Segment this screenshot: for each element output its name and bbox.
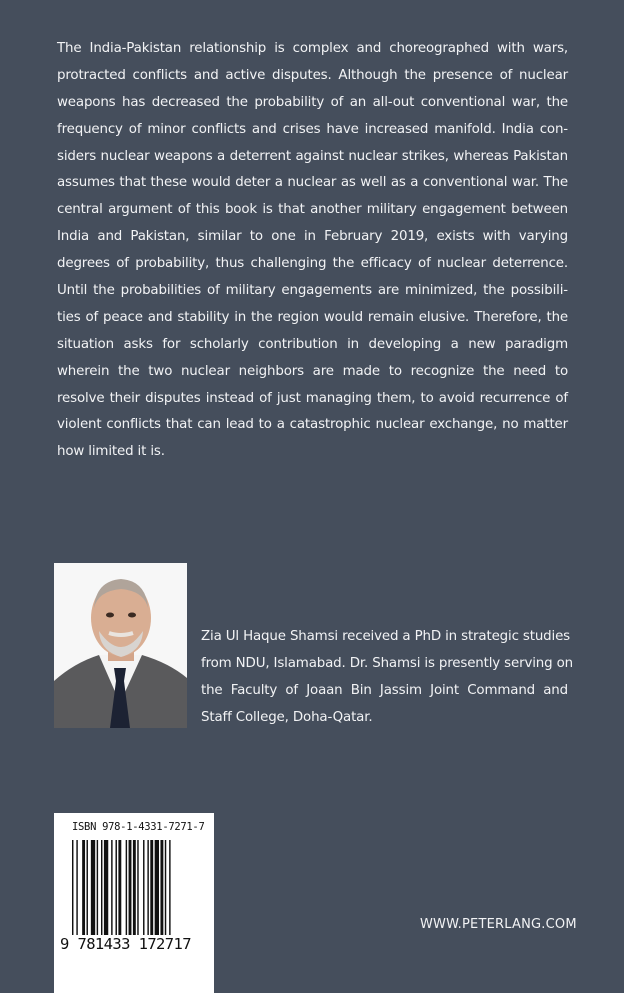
description-line: central argument of this book is that another military engagement between: [57, 202, 568, 218]
barcode-bar: [104, 840, 108, 948]
barcode-bar: [150, 840, 153, 948]
barcode-bar: [111, 840, 112, 948]
barcode-bar: [116, 840, 117, 948]
isbn-label: ISBN 978-1-4331-7271-7: [72, 821, 205, 833]
barcode-digits: 9 781433 172717: [60, 935, 191, 953]
barcode-bar: [160, 840, 163, 948]
barcode-bar: [82, 840, 85, 948]
barcode-bar: [118, 840, 121, 948]
barcode-bar: [101, 840, 102, 948]
barcode-bar: [147, 840, 148, 948]
barcode-bar: [76, 840, 77, 948]
barcode-bar: [155, 840, 159, 948]
author-bio: [201, 624, 573, 732]
description-line: situation asks for scholarly contribution in developing a new paradigm: [57, 336, 568, 352]
description-line: assumes that these would deter a nuclear as well as a conventional war. The: [57, 175, 568, 191]
barcode-bar: [169, 840, 170, 948]
barcode-bar: [72, 840, 73, 948]
author-photo: [54, 563, 187, 728]
description-line: how limited it is.: [57, 444, 165, 460]
description-line: ties of peace and stability in the region would remain elusive. Therefore, the: [57, 309, 568, 325]
bio-line: the Faculty of Joaan Bin Jassim Joint Command and: [201, 682, 568, 698]
description-line: resolve their disputes instead of just managing them, to avoid recurrence of: [57, 390, 568, 406]
barcode-bar: [97, 840, 98, 948]
barcode-bar: [126, 840, 127, 948]
description-line: The India-Pakistan relationship is complex and choreographed with wars,: [57, 41, 568, 56]
description-line: weapons has decreased the probability of an all-out conventional war, the: [57, 94, 568, 110]
barcode-bars: [72, 840, 207, 948]
bio-line: from NDU, Islamabad. Dr. Shamsi is presently serving on: [201, 655, 573, 671]
publisher-url[interactable]: WWW.PETERLANG.COM: [420, 917, 577, 932]
description-line: degrees of probability, thus challenging the efficacy of nuclear deterrence.: [57, 256, 568, 272]
bio-line: Zia Ul Haque Shamsi received a PhD in strategic studies: [201, 629, 570, 644]
barcode-bar: [133, 840, 136, 948]
barcode-bar: [91, 840, 95, 948]
description-line: Until the probabilities of military engagements are minimized, the possibili-: [57, 283, 568, 299]
barcode-bar: [137, 840, 138, 948]
description-line: siders nuclear weapons a deterrent against nuclear strikes, whereas Pakistan: [57, 148, 568, 164]
description-line: frequency of minor conflicts and crises have increased manifold. India con-: [57, 121, 568, 137]
isbn-barcode: [54, 813, 214, 993]
description-line: protracted conflicts and active disputes. Although the presence of nuclear: [57, 67, 568, 83]
barcode-bar: [143, 840, 144, 948]
bio-line: Staff College, Doha-Qatar.: [201, 709, 373, 725]
barcode-bar: [129, 840, 132, 948]
book-description: [57, 36, 568, 466]
description-line: wherein the two nuclear neighbors are made to recognize the need to: [57, 363, 568, 379]
description-line: India and Pakistan, similar to one in February 2019, exists with varying: [57, 229, 568, 245]
barcode-bar: [165, 840, 166, 948]
description-line: violent conflicts that can lead to a catastrophic nuclear exchange, no matter: [57, 417, 568, 433]
barcode-bar: [87, 840, 88, 948]
